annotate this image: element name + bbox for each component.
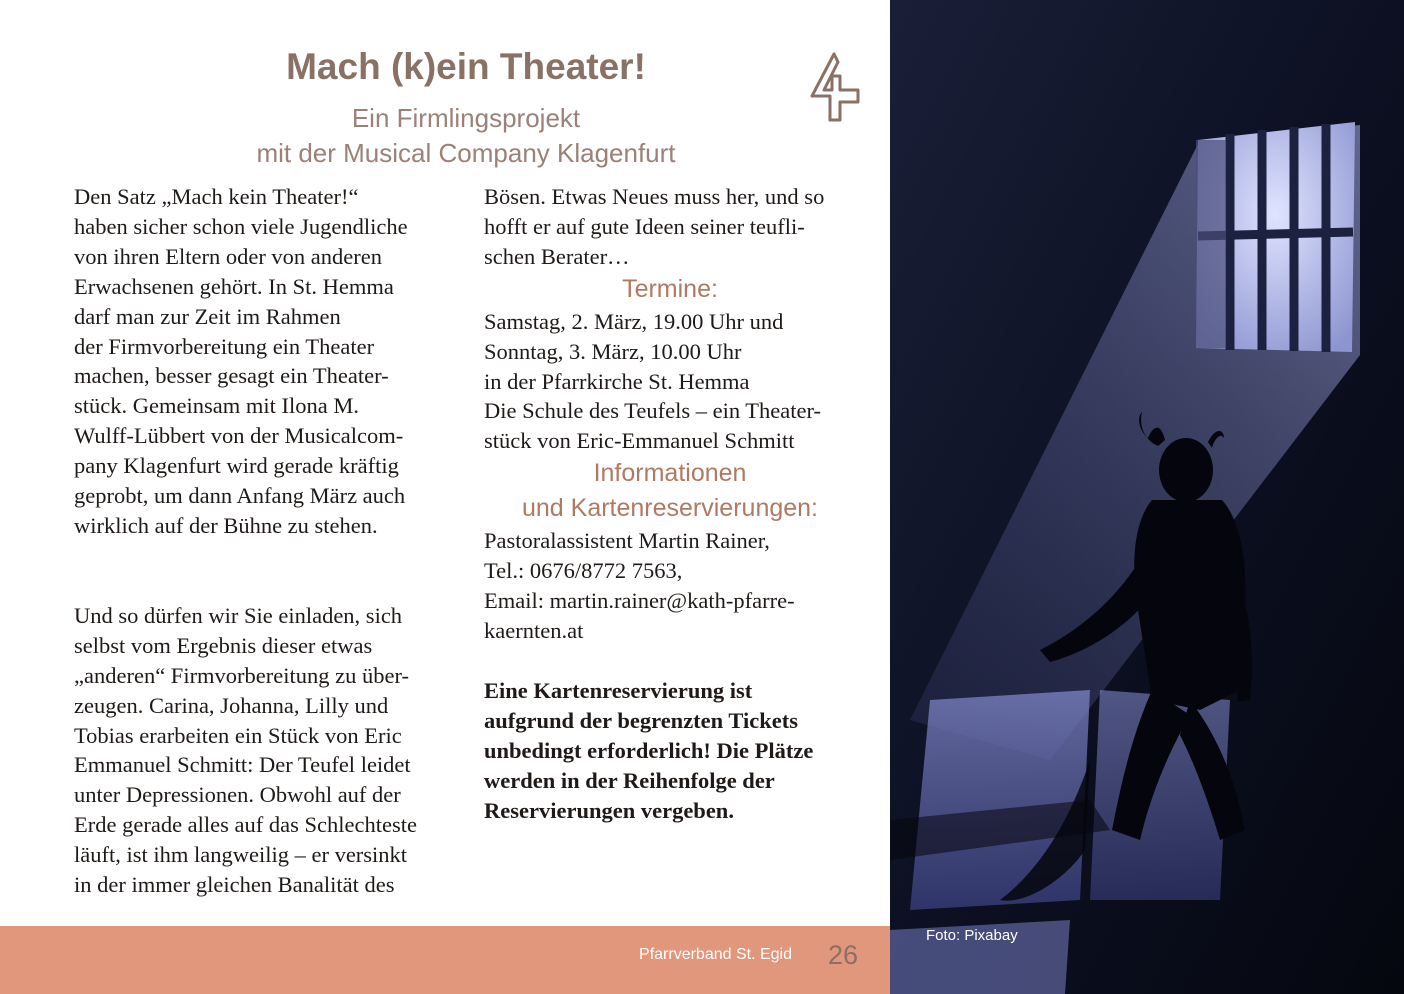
footer-band xyxy=(0,926,890,994)
phone-line: Tel.: 0676/8772 7563, xyxy=(484,558,683,584)
text-line: zeugen. Carina, Johanna, Lilly und xyxy=(74,692,389,718)
photo-credit: Foto: Pixabay xyxy=(926,927,1018,944)
text-line: unbedingt erforderlich! Die Plätze xyxy=(484,737,814,763)
text-line: läuft, ist ihm langweilig – er versinkt xyxy=(74,842,408,868)
contact-block xyxy=(484,526,864,646)
text-line: Reservierungen vergeben. xyxy=(484,797,734,823)
text-line: pany Klagenfurt wird gerade kräftig xyxy=(74,453,399,479)
text-line: unter Depressionen. Obwohl auf der xyxy=(74,782,401,808)
text-line: Wulff-Lübbert von der Musicalcom- xyxy=(74,423,404,449)
photo-illustration xyxy=(890,0,1404,994)
text-line: der Firmvorbereitung ein Theater xyxy=(74,333,375,359)
text-line: „anderen“ Firmvorbereitung zu über- xyxy=(74,662,410,688)
text-line: wirklich auf der Bühne zu stehen. xyxy=(74,512,378,538)
continuation-paragraph xyxy=(484,182,864,272)
text-line: darf man zur Zeit im Rahmen xyxy=(74,303,341,329)
intro-paragraph xyxy=(74,182,454,541)
info-heading-line1: Informationen xyxy=(593,459,747,488)
text-line: Und so dürfen wir Sie einladen, sich xyxy=(74,602,403,628)
termine-list xyxy=(484,307,864,457)
text-line: werden in der Reihenfolge der xyxy=(484,767,775,793)
article-column-2 xyxy=(484,182,864,825)
text-line: Erde gerade alles auf das Schlechteste xyxy=(74,812,417,838)
text-line: hofft er auf gute Ideen seiner teufli- xyxy=(484,213,805,239)
text-line: Erwachsenen gehört. In St. Hemma xyxy=(74,273,394,299)
number-four-cross-icon xyxy=(806,50,864,124)
text-line: haben sicher schon viele Jugendliche xyxy=(74,213,408,239)
reservation-note xyxy=(484,676,864,826)
text-line: Sonntag, 3. März, 10.00 Uhr xyxy=(484,338,742,364)
email-line-cont: kaernten.at xyxy=(484,617,584,643)
text-line: geprobt, um dann Anfang März auch xyxy=(74,483,406,509)
devil-prison-photo xyxy=(890,0,1404,994)
text-line: selbst vom Ergebnis dieser etwas xyxy=(74,632,373,658)
article-title: Mach (k)ein Theater! xyxy=(286,46,646,87)
text-line: Samstag, 2. März, 19.00 Uhr und xyxy=(484,308,784,334)
page-number: 26 xyxy=(827,940,858,970)
text-line: in der immer gleichen Banalität des xyxy=(74,872,395,898)
termine-heading: Termine: xyxy=(622,274,718,303)
text-line: schen Berater… xyxy=(484,243,630,269)
text-line: Bösen. Etwas Neues muss her, und so xyxy=(484,184,825,209)
article-subtitle-line2: mit der Musical Company Klagenfurt xyxy=(256,138,676,168)
article-column-1 xyxy=(74,182,454,900)
text-line: von ihren Eltern oder von anderen xyxy=(74,243,383,269)
text-line: stück. Gemeinsam mit Ilona M. xyxy=(74,393,359,419)
invitation-paragraph xyxy=(74,601,454,900)
email-line: Email: martin.rainer@kath-pfarre- xyxy=(484,588,795,614)
text-line: Eine Kartenreservierung ist xyxy=(484,677,753,703)
text-line: Emmanuel Schmitt: Der Teufel leidet xyxy=(74,752,411,778)
text-line: in der Pfarrkirche St. Hemma xyxy=(484,368,750,394)
text-line: machen, besser gesagt ein Theater- xyxy=(74,363,389,389)
text-line: stück von Eric-Emmanuel Schmitt xyxy=(484,428,795,454)
publisher-name: Pfarrverband St. Egid xyxy=(639,946,792,963)
text-line: Den Satz „Mach kein Theater!“ xyxy=(74,184,359,209)
text-line: aufgrund der begrenzten Tickets xyxy=(484,707,798,733)
info-heading-line2: und Kartenreservierungen: xyxy=(521,494,819,523)
text-line: Pastoralassistent Martin Rainer, xyxy=(484,528,770,554)
article-subtitle-line1: Ein Firmlingsprojekt xyxy=(351,103,581,133)
text-line: Die Schule des Teufels – ein Theater- xyxy=(484,398,822,424)
text-line: Tobias erarbeiten ein Stück von Eric xyxy=(74,722,402,748)
